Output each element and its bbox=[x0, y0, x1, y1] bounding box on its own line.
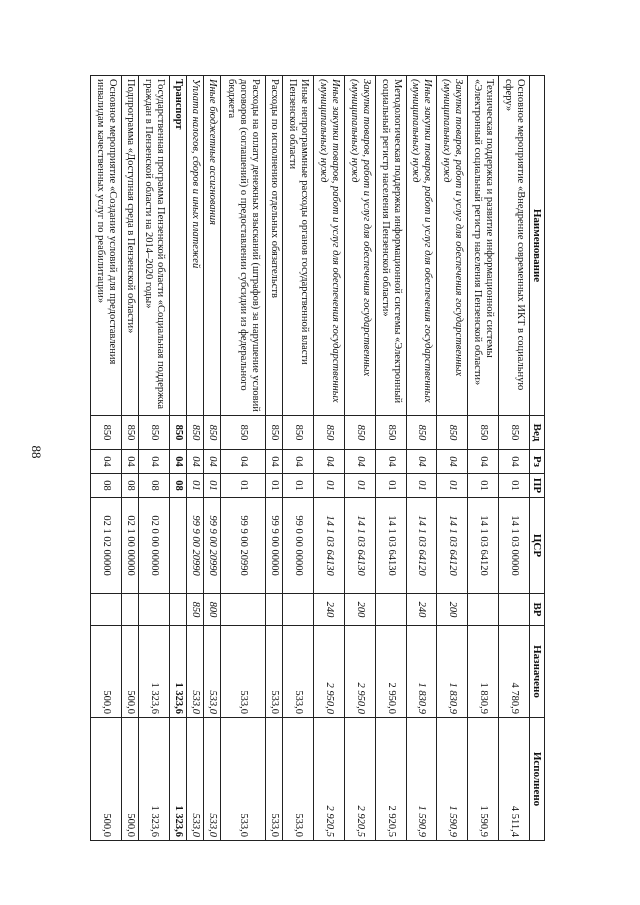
row-pr: 01 bbox=[221, 474, 266, 498]
row-pr: 01 bbox=[204, 474, 221, 498]
row-csr: 02 0 00 00000 bbox=[139, 498, 170, 594]
header-csr: ЦСР bbox=[530, 498, 545, 594]
row-assigned: 2 950,0 bbox=[344, 626, 375, 718]
row-name: Расходы на оплату денежных взысканий (штрафов) за нарушение условий договоров (соглашений) о предоставлении субсидии из федерального бюджета bbox=[221, 76, 266, 416]
row-vr bbox=[139, 594, 170, 626]
table-body bbox=[91, 76, 530, 841]
row-ved: 850 bbox=[313, 416, 344, 450]
row-rz: 04 bbox=[91, 450, 122, 474]
header-vr: ВР bbox=[530, 594, 545, 626]
row-assigned: 533,0 bbox=[204, 626, 221, 718]
header-name: Наименование bbox=[530, 76, 545, 416]
row-rz: 04 bbox=[375, 450, 406, 474]
table-row bbox=[121, 76, 138, 841]
row-csr bbox=[169, 498, 186, 594]
row-vr bbox=[91, 594, 122, 626]
row-vr bbox=[169, 594, 186, 626]
row-executed: 533,0 bbox=[187, 718, 204, 841]
header-pr: ПР bbox=[530, 474, 545, 498]
row-assigned: 500,0 bbox=[121, 626, 138, 718]
row-executed: 1 590,9 bbox=[437, 718, 468, 841]
row-rz: 04 bbox=[139, 450, 170, 474]
row-name: Методологическая поддержка информационной системы «Электронный социальный регистр населения Пензенской области» bbox=[375, 76, 406, 416]
row-csr: 14 1 03 64130 bbox=[344, 498, 375, 594]
row-executed: 500,0 bbox=[91, 718, 122, 841]
row-pr: 01 bbox=[313, 474, 344, 498]
row-rz: 04 bbox=[169, 450, 186, 474]
row-vr bbox=[121, 594, 138, 626]
row-vr bbox=[499, 594, 530, 626]
row-name: Иные бюджетные ассигнования bbox=[204, 76, 221, 416]
row-assigned: 2 950,0 bbox=[313, 626, 344, 718]
row-rz: 04 bbox=[283, 450, 314, 474]
row-csr: 14 1 03 64120 bbox=[437, 498, 468, 594]
row-pr: 01 bbox=[375, 474, 406, 498]
row-name: Основное мероприятие «Внедрение современных ИКТ в социальную сферу» bbox=[499, 76, 530, 416]
row-vr: 240 bbox=[406, 594, 437, 626]
row-csr: 99 9 00 20990 bbox=[221, 498, 266, 594]
row-ved: 850 bbox=[283, 416, 314, 450]
row-assigned: 1 830,9 bbox=[437, 626, 468, 718]
row-rz: 04 bbox=[221, 450, 266, 474]
table-row bbox=[344, 76, 375, 841]
row-executed: 2 920,5 bbox=[344, 718, 375, 841]
row-vr: 200 bbox=[344, 594, 375, 626]
row-name: Основное мероприятие «Создание условий для предоставления инвалидам качественных услуг по реабилитации» bbox=[91, 76, 122, 416]
row-pr: 01 bbox=[283, 474, 314, 498]
table-row bbox=[221, 76, 266, 841]
row-rz: 04 bbox=[437, 450, 468, 474]
row-ved: 850 bbox=[121, 416, 138, 450]
row-csr: 14 1 03 00000 bbox=[499, 498, 530, 594]
row-pr: 08 bbox=[91, 474, 122, 498]
table-row bbox=[313, 76, 344, 841]
row-rz: 04 bbox=[344, 450, 375, 474]
row-ved: 850 bbox=[437, 416, 468, 450]
row-executed: 533,0 bbox=[265, 718, 282, 841]
row-assigned: 1 323,6 bbox=[139, 626, 170, 718]
row-ved: 850 bbox=[169, 416, 186, 450]
row-vr bbox=[221, 594, 266, 626]
row-executed: 500,0 bbox=[121, 718, 138, 841]
table-row bbox=[265, 76, 282, 841]
table-row bbox=[499, 76, 530, 841]
table-row bbox=[187, 76, 204, 841]
row-ved: 850 bbox=[91, 416, 122, 450]
row-vr bbox=[283, 594, 314, 626]
row-executed: 1 590,9 bbox=[406, 718, 437, 841]
table-row bbox=[406, 76, 437, 841]
budget-table-rotated bbox=[90, 75, 545, 840]
table-row bbox=[139, 76, 170, 841]
table-row bbox=[283, 76, 314, 841]
row-csr: 14 1 03 64120 bbox=[406, 498, 437, 594]
row-assigned: 533,0 bbox=[283, 626, 314, 718]
row-name: Транспорт bbox=[169, 76, 186, 416]
row-pr: 01 bbox=[499, 474, 530, 498]
row-csr: 14 1 03 64130 bbox=[313, 498, 344, 594]
row-vr: 240 bbox=[313, 594, 344, 626]
row-executed: 533,0 bbox=[204, 718, 221, 841]
row-executed: 2 920,5 bbox=[313, 718, 344, 841]
header-executed: Исполнено bbox=[530, 718, 545, 841]
row-ved: 850 bbox=[139, 416, 170, 450]
row-name: Иные закупки товаров, работ и услуг для обеспечения государственных (муниципальных) нужд bbox=[313, 76, 344, 416]
row-csr: 14 1 03 64130 bbox=[375, 498, 406, 594]
row-ved: 850 bbox=[187, 416, 204, 450]
page-number: 88 bbox=[29, 445, 44, 459]
row-vr bbox=[375, 594, 406, 626]
table-row bbox=[91, 76, 122, 841]
row-pr: 01 bbox=[265, 474, 282, 498]
row-rz: 04 bbox=[406, 450, 437, 474]
row-ved: 850 bbox=[204, 416, 221, 450]
row-name: Подпрограмма «Доступная среда в Пензенской области» bbox=[121, 76, 138, 416]
row-executed: 2 920,5 bbox=[375, 718, 406, 841]
row-assigned: 1 830,9 bbox=[468, 626, 499, 718]
header-rz: Рз bbox=[530, 450, 545, 474]
row-assigned: 2 950,0 bbox=[375, 626, 406, 718]
table-row bbox=[375, 76, 406, 841]
row-name: Уплата налогов, сборов и иных платежей bbox=[187, 76, 204, 416]
row-ved: 850 bbox=[221, 416, 266, 450]
row-rz: 04 bbox=[187, 450, 204, 474]
row-executed: 4 511,4 bbox=[499, 718, 530, 841]
row-assigned: 533,0 bbox=[221, 626, 266, 718]
row-pr: 01 bbox=[406, 474, 437, 498]
row-assigned: 533,0 bbox=[187, 626, 204, 718]
row-executed: 1 590,9 bbox=[468, 718, 499, 841]
row-rz: 04 bbox=[204, 450, 221, 474]
table-row bbox=[468, 76, 499, 841]
row-rz: 04 bbox=[265, 450, 282, 474]
row-rz: 04 bbox=[499, 450, 530, 474]
row-ved: 850 bbox=[265, 416, 282, 450]
header-ved: Вед bbox=[530, 416, 545, 450]
row-name: Закупка товаров, работ и услуг для обеспечения государственных (муниципальных) нужд bbox=[437, 76, 468, 416]
row-pr: 01 bbox=[437, 474, 468, 498]
row-ved: 850 bbox=[344, 416, 375, 450]
row-csr: 99 9 00 20990 bbox=[187, 498, 204, 594]
row-executed: 533,0 bbox=[221, 718, 266, 841]
row-assigned: 1 830,9 bbox=[406, 626, 437, 718]
row-ved: 850 bbox=[406, 416, 437, 450]
row-executed: 1 323,6 bbox=[169, 718, 186, 841]
row-vr: 850 bbox=[187, 594, 204, 626]
row-assigned: 533,0 bbox=[265, 626, 282, 718]
row-pr: 01 bbox=[344, 474, 375, 498]
row-csr: 99 9 00 20990 bbox=[204, 498, 221, 594]
row-pr: 01 bbox=[187, 474, 204, 498]
row-rz: 04 bbox=[313, 450, 344, 474]
budget-table bbox=[90, 75, 545, 841]
row-pr: 08 bbox=[139, 474, 170, 498]
header-assigned: Назначено bbox=[530, 626, 545, 718]
row-name: Государственная программа Пензенской области «Социальная поддержка граждан в Пензенской области на 2014–2020 годы» bbox=[139, 76, 170, 416]
row-name: Расходы по исполнению отдельных обязательств bbox=[265, 76, 282, 416]
table-row bbox=[204, 76, 221, 841]
row-name: Иные непрограммные расходы органов государственной власти Пензенской области bbox=[283, 76, 314, 416]
row-name: Иные закупки товаров, работ и услуг для обеспечения государственных (муниципальных) нужд bbox=[406, 76, 437, 416]
table-row bbox=[437, 76, 468, 841]
row-vr bbox=[468, 594, 499, 626]
row-assigned: 1 323,6 bbox=[169, 626, 186, 718]
row-ved: 850 bbox=[468, 416, 499, 450]
row-rz: 04 bbox=[468, 450, 499, 474]
row-pr: 08 bbox=[169, 474, 186, 498]
row-csr: 02 1 02 00000 bbox=[91, 498, 122, 594]
row-vr: 800 bbox=[204, 594, 221, 626]
row-name: Закупка товаров, работ и услуг для обеспечения государственных (муниципальных) нужд bbox=[344, 76, 375, 416]
row-rz: 04 bbox=[121, 450, 138, 474]
row-vr: 200 bbox=[437, 594, 468, 626]
table-row bbox=[169, 76, 186, 841]
row-assigned: 500,0 bbox=[91, 626, 122, 718]
row-csr: 99 0 00 00000 bbox=[283, 498, 314, 594]
row-csr: 02 1 00 00000 bbox=[121, 498, 138, 594]
row-name: Техническая поддержка и развитие информационной системы «Электронный социальный регистр населения Пензенской области» bbox=[468, 76, 499, 416]
row-vr bbox=[265, 594, 282, 626]
row-executed: 1 323,6 bbox=[139, 718, 170, 841]
row-executed: 533,0 bbox=[283, 718, 314, 841]
row-ved: 850 bbox=[499, 416, 530, 450]
row-assigned: 4 780,9 bbox=[499, 626, 530, 718]
row-pr: 01 bbox=[468, 474, 499, 498]
row-pr: 08 bbox=[121, 474, 138, 498]
row-csr: 99 9 00 00000 bbox=[265, 498, 282, 594]
table-header-row bbox=[530, 76, 545, 841]
row-ved: 850 bbox=[375, 416, 406, 450]
row-csr: 14 1 03 64120 bbox=[468, 498, 499, 594]
